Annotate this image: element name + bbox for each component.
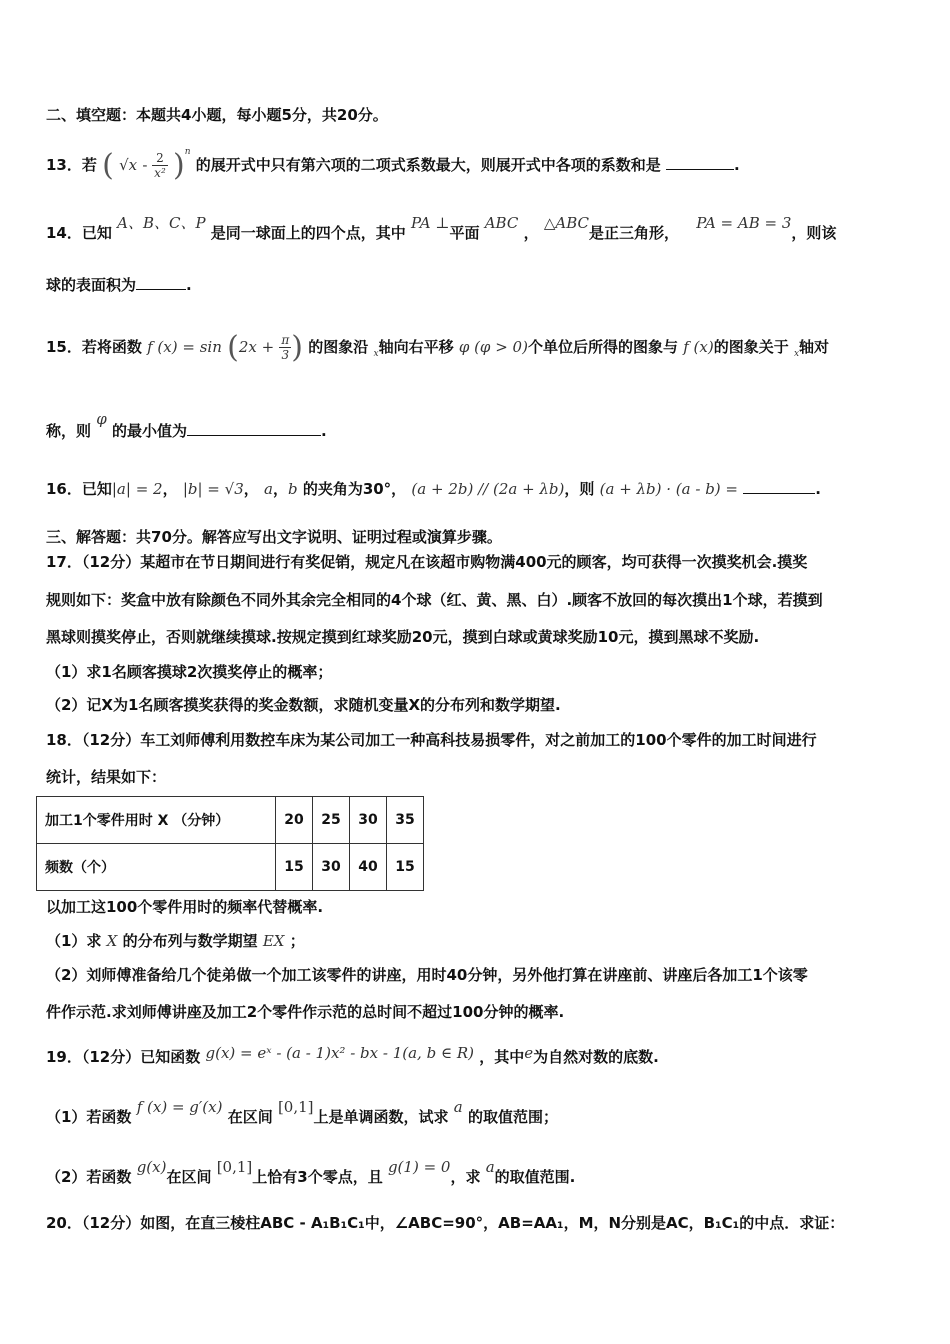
- q16-abs-a: |a| = 2: [111, 480, 163, 498]
- question-15: [46, 330, 829, 365]
- q13-text: 的展开式中只有第六项的二项式系数最大，则展开式中各项的系数和是: [195, 156, 661, 174]
- table-row: [37, 797, 424, 844]
- q15-answer-blank[interactable]: [187, 421, 321, 436]
- q16-dot-product: (a + λb) · (a - b) =: [599, 480, 738, 498]
- q19-p2-a-var: a: [485, 1158, 495, 1176]
- table-cell: 40: [350, 844, 387, 891]
- q15-x-axis-2: x: [793, 349, 800, 359]
- q19-e: e: [524, 1044, 534, 1062]
- q16-comma-1: ，: [162, 480, 178, 498]
- q16-abs-b: |b| = √3: [182, 480, 244, 498]
- table-cell: 15: [276, 844, 313, 891]
- left-paren: (: [102, 148, 114, 183]
- question-13: [46, 148, 740, 183]
- left-paren: (: [227, 330, 239, 365]
- q19-p1-a-var: a: [453, 1098, 463, 1116]
- q17-line-2: 规则如下：奖盒中放有除颜色不同外其余完全相同的4个球（红、黄、黑、白）.顾客不放回的每次摸出1个球，若摸到: [46, 591, 823, 609]
- q15-text-2: 轴向右平移: [378, 338, 454, 356]
- right-paren: ): [172, 148, 185, 183]
- q16-parallel-condition: (a + 2b) // (2a + λb): [411, 480, 565, 498]
- q18-part-1: [46, 930, 305, 951]
- section-2-header: 二、填空题：本题共4小题，每小题5分，共20分。: [46, 106, 388, 124]
- q19-p1-f: f (x) = g′(x): [136, 1098, 223, 1116]
- q15-phi-condition: φ (φ > 0): [458, 338, 528, 356]
- q15-end: .: [321, 422, 327, 440]
- q18-p1-ex: EX: [262, 932, 285, 950]
- q14-number: 14．已知: [46, 224, 112, 242]
- q17-line-1: 17．（12分）某超市在节日期间进行有奖促销，规定凡在该超市购物满400元的顾客，均可获得一次摸奖机会.摸奖: [46, 553, 808, 571]
- q13-number: 13．若: [46, 156, 97, 174]
- q18-p1-b: 的分布列与数学期望: [122, 932, 258, 950]
- q15-line-2-b: 的最小值为: [112, 422, 188, 440]
- right-paren: ): [291, 330, 303, 365]
- table-row: [37, 844, 424, 891]
- q19-p1-c: 上是单调函数，试求: [313, 1108, 449, 1126]
- q19-number: 19．（12分）已知函数: [46, 1048, 201, 1066]
- q19-p1-a: （1）若函数: [46, 1108, 132, 1126]
- q13-minus: -: [142, 156, 153, 174]
- table-cell: 30: [313, 844, 350, 891]
- question-14-line-2: [46, 274, 192, 295]
- q18-part-2-line-1: （2）刘师傅准备给几个徒弟做一个加工该零件的讲座，用时40分钟，另外他打算在讲座前、讲座后各加工1个该零: [46, 966, 808, 984]
- q16-vector-b: b: [287, 480, 298, 498]
- q18-frequency-table: [36, 796, 424, 891]
- q16-number: 16．已知: [46, 480, 112, 498]
- table-cell: 15: [387, 844, 424, 891]
- q18-line-1: 18．（12分）车工刘师傅利用数控车床为某公司加工一种高科技易损零件，对之前加工的100个零件的加工时间进行: [46, 731, 817, 749]
- q18-part-2-line-2: 件作示范.求刘师傅讲座及加工2个零件作示范的总时间不超过100分钟的概率.: [46, 1003, 565, 1021]
- q16-vector-a: a: [264, 480, 273, 498]
- q20-line-1: 20．（12分）如图，在直三棱柱ABC - A₁B₁C₁中，∠ABC=90°，AB=AA₁，M，N分别是AC，B₁C₁的中点．求证：: [46, 1214, 845, 1232]
- table-cell: 20: [276, 797, 313, 844]
- q15-line-2-a: 称，则: [46, 422, 92, 440]
- q19-p1-interval: [0,1]: [277, 1098, 314, 1116]
- q13-end: .: [733, 156, 740, 174]
- q16-end: .: [815, 480, 821, 498]
- q14-answer-blank[interactable]: [136, 275, 186, 290]
- q17-part-1: （1）求1名顾客摸球2次摸奖停止的概率；: [46, 663, 333, 681]
- q19-p2-a: （2）若函数: [46, 1168, 132, 1186]
- question-15-line-2: [46, 410, 327, 441]
- q15-function: f (x) = sin: [147, 338, 222, 356]
- q14-equation: PA = AB = 3: [696, 214, 792, 232]
- q19-part-1: [46, 1098, 558, 1127]
- q14-text-1: 是同一球面上的四个点，其中: [210, 224, 406, 242]
- q16-text-1: 的夹角为30°，: [302, 480, 407, 498]
- question-19: [46, 1046, 659, 1067]
- q14-plane-abc: ABC: [484, 214, 519, 232]
- q19-p2-condition: g(1) = 0: [387, 1158, 451, 1176]
- q15-text-3: 个单位后所得的图象与: [527, 338, 678, 356]
- q13-fraction: $\frac{2}{\text{x²}}$: [154, 151, 166, 180]
- question-14: [46, 214, 837, 243]
- q13-sqrt: √x: [119, 156, 138, 174]
- q19-p2-g: g(x): [136, 1158, 167, 1176]
- table-header-time: 加工1个零件用时 X （分钟）: [37, 797, 276, 844]
- q14-end: .: [186, 276, 192, 294]
- q15-pi-over-3: $\frac{\pi}{3}$: [281, 333, 290, 362]
- table-cell: 30: [350, 797, 387, 844]
- q14-line-2-text: 球的表面积为: [46, 276, 137, 294]
- q13-exponent: n: [184, 147, 191, 157]
- q19-part-2: [46, 1158, 576, 1187]
- q14-comma: ，: [523, 224, 539, 242]
- q14-text-2: 平面: [449, 224, 480, 242]
- q19-p2-c: 上恰有3个零点，且: [252, 1168, 383, 1186]
- q18-p1-a: （1）求: [46, 932, 102, 950]
- q19-text-1: ，其中: [479, 1048, 525, 1066]
- q17-part-2: （2）记X为1名顾客摸奖获得的奖金数额，求随机变量X的分布列和数学期望.: [46, 696, 561, 714]
- table-cell: 25: [313, 797, 350, 844]
- q15-phi: φ: [96, 410, 107, 428]
- q18-p1-x: X: [106, 932, 118, 950]
- q16-text-2: ，则: [564, 480, 595, 498]
- section-3-header: 三、解答题：共70分。解答应写出文字说明、证明过程或演算步骤。: [46, 528, 502, 546]
- q16-comma-3: ，: [272, 480, 288, 498]
- q14-points: A、B、C、P: [117, 214, 206, 232]
- q13-answer-blank[interactable]: [666, 155, 734, 170]
- q16-answer-blank[interactable]: [743, 479, 815, 494]
- table-cell: 35: [387, 797, 424, 844]
- q15-x-axis-1: x: [373, 349, 379, 359]
- q15-fx: f (x): [683, 338, 714, 356]
- q19-p2-d: ，求: [450, 1168, 481, 1186]
- q16-comma-2: ，: [243, 480, 259, 498]
- q15-text-4: 的图象关于: [713, 338, 789, 356]
- q15-argument: 2x +: [238, 338, 275, 356]
- q19-p1-b: 在区间: [227, 1108, 273, 1126]
- q19-text-2: 为自然对数的底数.: [533, 1048, 659, 1066]
- q14-triangle-abc: △ABC: [543, 214, 589, 232]
- q18-line-2: 统计，结果如下：: [46, 768, 167, 786]
- q19-p2-b: 在区间: [166, 1168, 212, 1186]
- q15-text-1: 的图象沿: [308, 338, 369, 356]
- q18-after-table: 以加工这100个零件用时的频率代替概率.: [46, 898, 324, 916]
- table-header-frequency: 频数（个）: [37, 844, 276, 891]
- q19-p2-interval: [0,1]: [216, 1158, 253, 1176]
- q15-text-5: 轴对: [799, 338, 830, 356]
- q19-p1-d: 的取值范围；: [467, 1108, 558, 1126]
- q18-p1-c: ；: [289, 932, 305, 950]
- q15-number: 15．若将函数: [46, 338, 142, 356]
- q19-p2-e: 的取值范围.: [494, 1168, 576, 1186]
- q14-text-4: ，则该: [791, 224, 837, 242]
- q17-line-3: 黑球则摸奖停止，否则就继续摸球.按规定摸到红球奖励20元，摸到白球或黄球奖励10元，摸到黑球不奖励.: [46, 628, 760, 646]
- q19-function: g(x) = eˣ - (a - 1)x² - bx - 1(a, b ∈ R): [205, 1044, 474, 1062]
- q14-text-3: 是正三角形，: [588, 224, 679, 242]
- q14-pa-perp: PA ⊥: [411, 214, 450, 232]
- question-16: [46, 478, 821, 499]
